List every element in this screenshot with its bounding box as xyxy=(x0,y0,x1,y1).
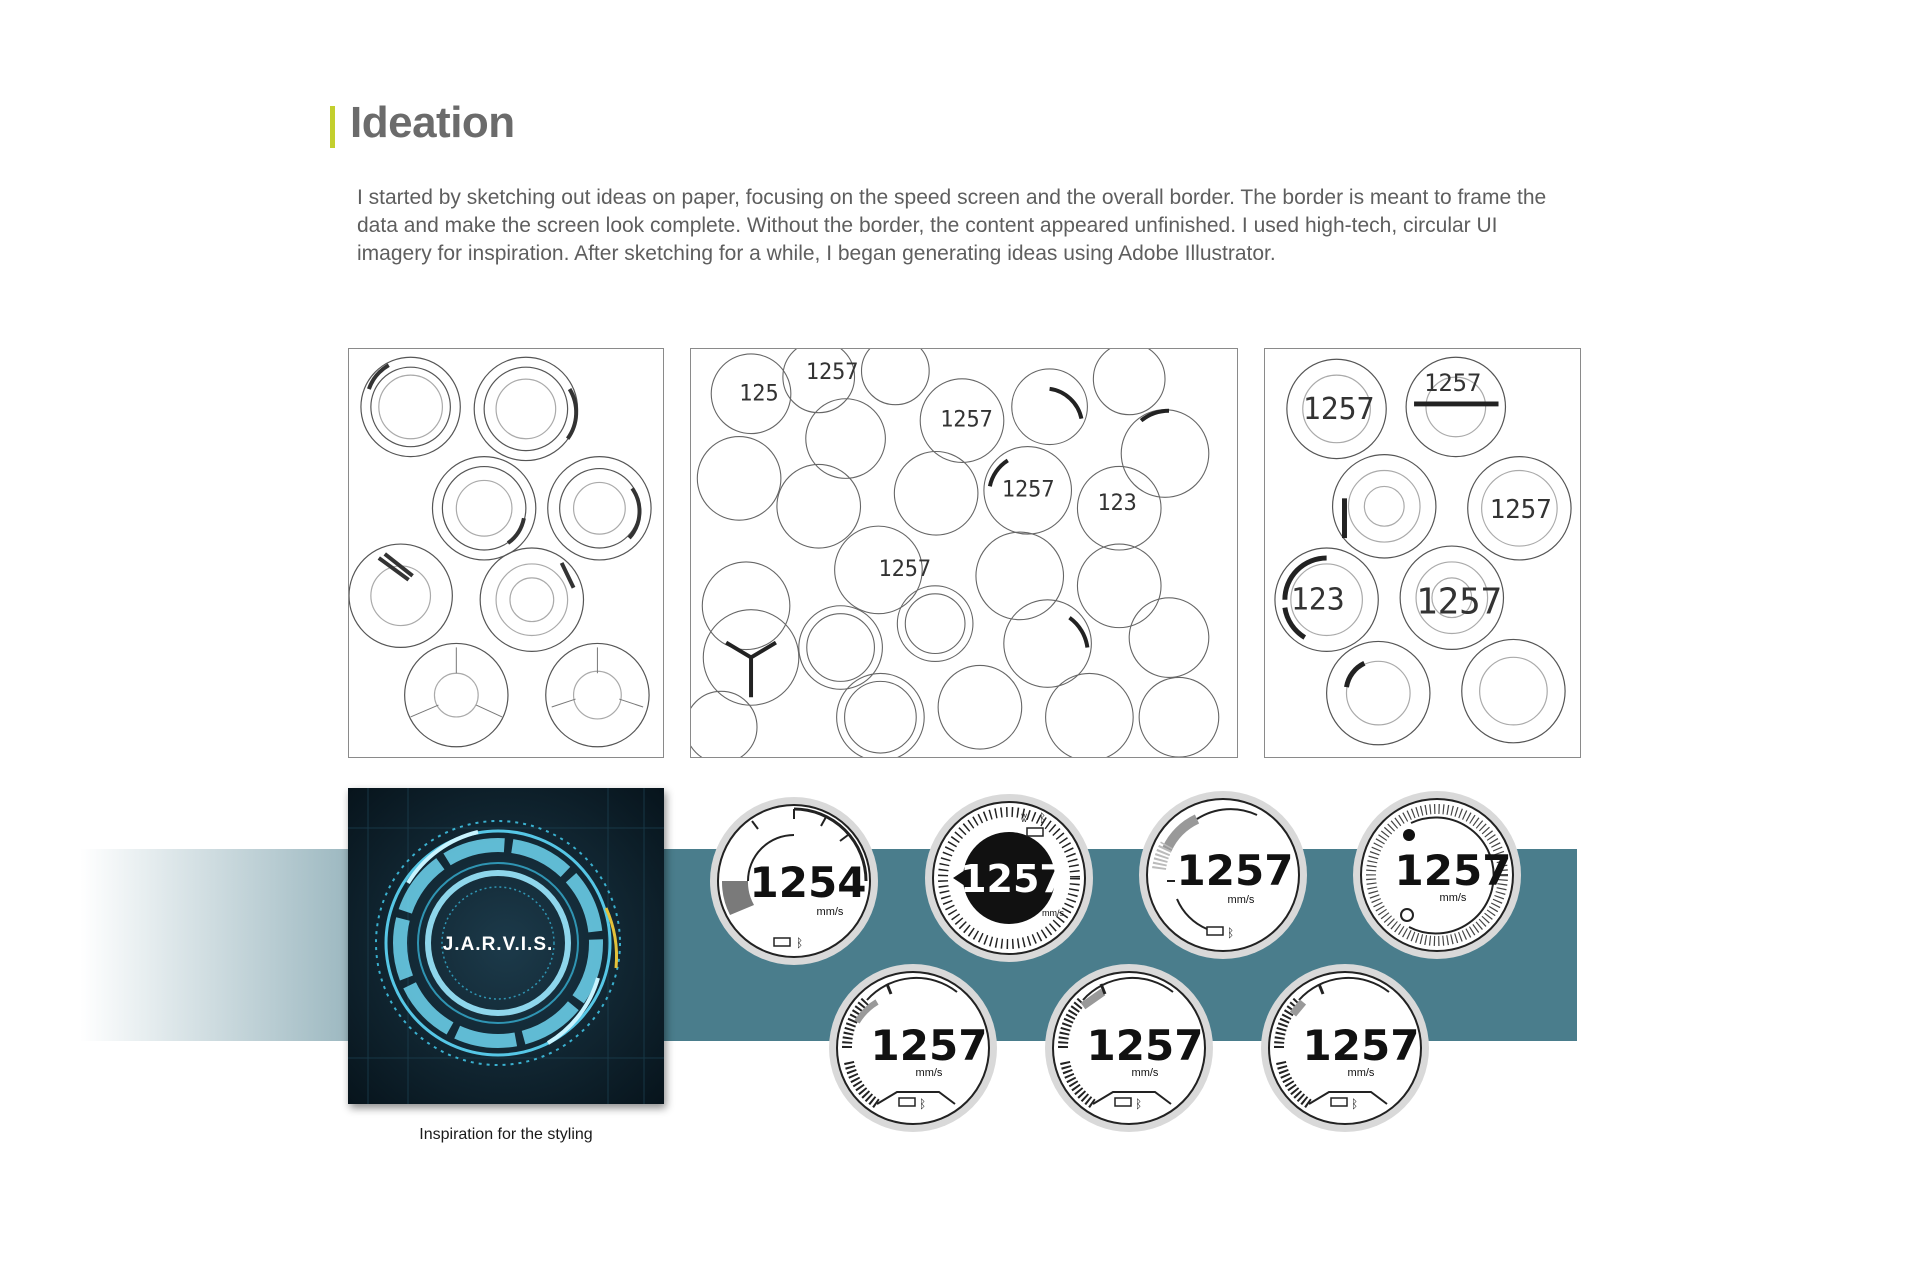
sketch-label: 1257 xyxy=(1489,495,1552,526)
sketch-label: 1257 xyxy=(1416,581,1503,623)
intro-paragraph: I started by sketching out ideas on paper, focusing on the speed screen and the overall border. The border is meant to frame the data and make the screen look complete. Without the border, the content appeared unfinished. I used high-tech, circular UI imagery for inspiration. After sketching for a while, I began generating ideas using Adobe Illustrator. xyxy=(357,186,1547,265)
jarvis-logo-text: J.A.R.V.I.S. xyxy=(442,934,554,955)
speed-dial-4 xyxy=(1351,789,1523,961)
dial-unit: mm/s xyxy=(1131,1067,1159,1079)
sketch-drawing-1 xyxy=(349,349,663,757)
jarvis-inspiration-image xyxy=(348,788,664,1104)
sketch-sheet-2 xyxy=(690,348,1238,758)
sketch-label: 1257 xyxy=(940,407,993,433)
dial-value: 1257 xyxy=(1394,846,1512,895)
speed-dial-2 xyxy=(923,792,1095,964)
dial-value: 1257 xyxy=(1302,1021,1420,1070)
speed-dial-1 xyxy=(708,795,880,967)
sketch-label: 1257 xyxy=(1302,391,1375,427)
dial-value: 1254 xyxy=(749,858,867,907)
speed-dial-3 xyxy=(1137,789,1309,961)
dial-value: 1257 xyxy=(1086,1021,1204,1070)
dial-value: 1257 xyxy=(1176,846,1294,895)
inspiration-caption: Inspiration for the styling xyxy=(419,1126,593,1143)
page-title: Ideation xyxy=(350,98,515,147)
dial-value: 1257 xyxy=(870,1021,988,1070)
dial-unit: mm/s xyxy=(915,1067,943,1079)
sketch-label: 123 xyxy=(1097,491,1137,517)
sketch-label: 1257 xyxy=(805,359,859,385)
sketch-label: 125 xyxy=(739,381,779,407)
bluetooth-icon: ᛒ xyxy=(1351,1097,1359,1111)
dial-unit: mm/s xyxy=(1439,892,1467,904)
bluetooth-icon: ᛒ xyxy=(919,1097,927,1111)
speed-dial-6 xyxy=(1043,962,1215,1134)
bluetooth-icon: ᛒ xyxy=(796,936,804,950)
dial-value: 1257 xyxy=(960,857,1066,901)
speed-dial-7 xyxy=(1259,962,1431,1134)
speed-dial-5 xyxy=(827,962,999,1134)
title-accent-bar xyxy=(330,106,335,148)
sketch-label: 1257 xyxy=(878,556,932,582)
dial-unit: mm/s xyxy=(1042,908,1064,918)
wifi-icon: ʬ xyxy=(1021,811,1028,825)
dial-unit: mm/s xyxy=(1347,1067,1375,1079)
sketch-label: 123 xyxy=(1290,582,1345,618)
sketch-label: 1257 xyxy=(1001,477,1055,503)
dial-unit: mm/s xyxy=(816,906,844,918)
teal-band-fade xyxy=(80,849,350,1041)
sketch-drawing-2 xyxy=(691,349,1237,757)
bluetooth-icon: ᛒ xyxy=(1135,1097,1143,1111)
dial-unit: mm/s xyxy=(1227,894,1255,906)
bluetooth-icon: ᛒ xyxy=(1227,926,1235,940)
sketch-sheet-3 xyxy=(1264,348,1581,758)
bluetooth-icon: ᛒ xyxy=(1039,811,1047,825)
sketch-drawing-3 xyxy=(1265,349,1580,757)
sketch-label: 1257 xyxy=(1423,369,1482,398)
sketch-sheet-1 xyxy=(348,348,664,758)
